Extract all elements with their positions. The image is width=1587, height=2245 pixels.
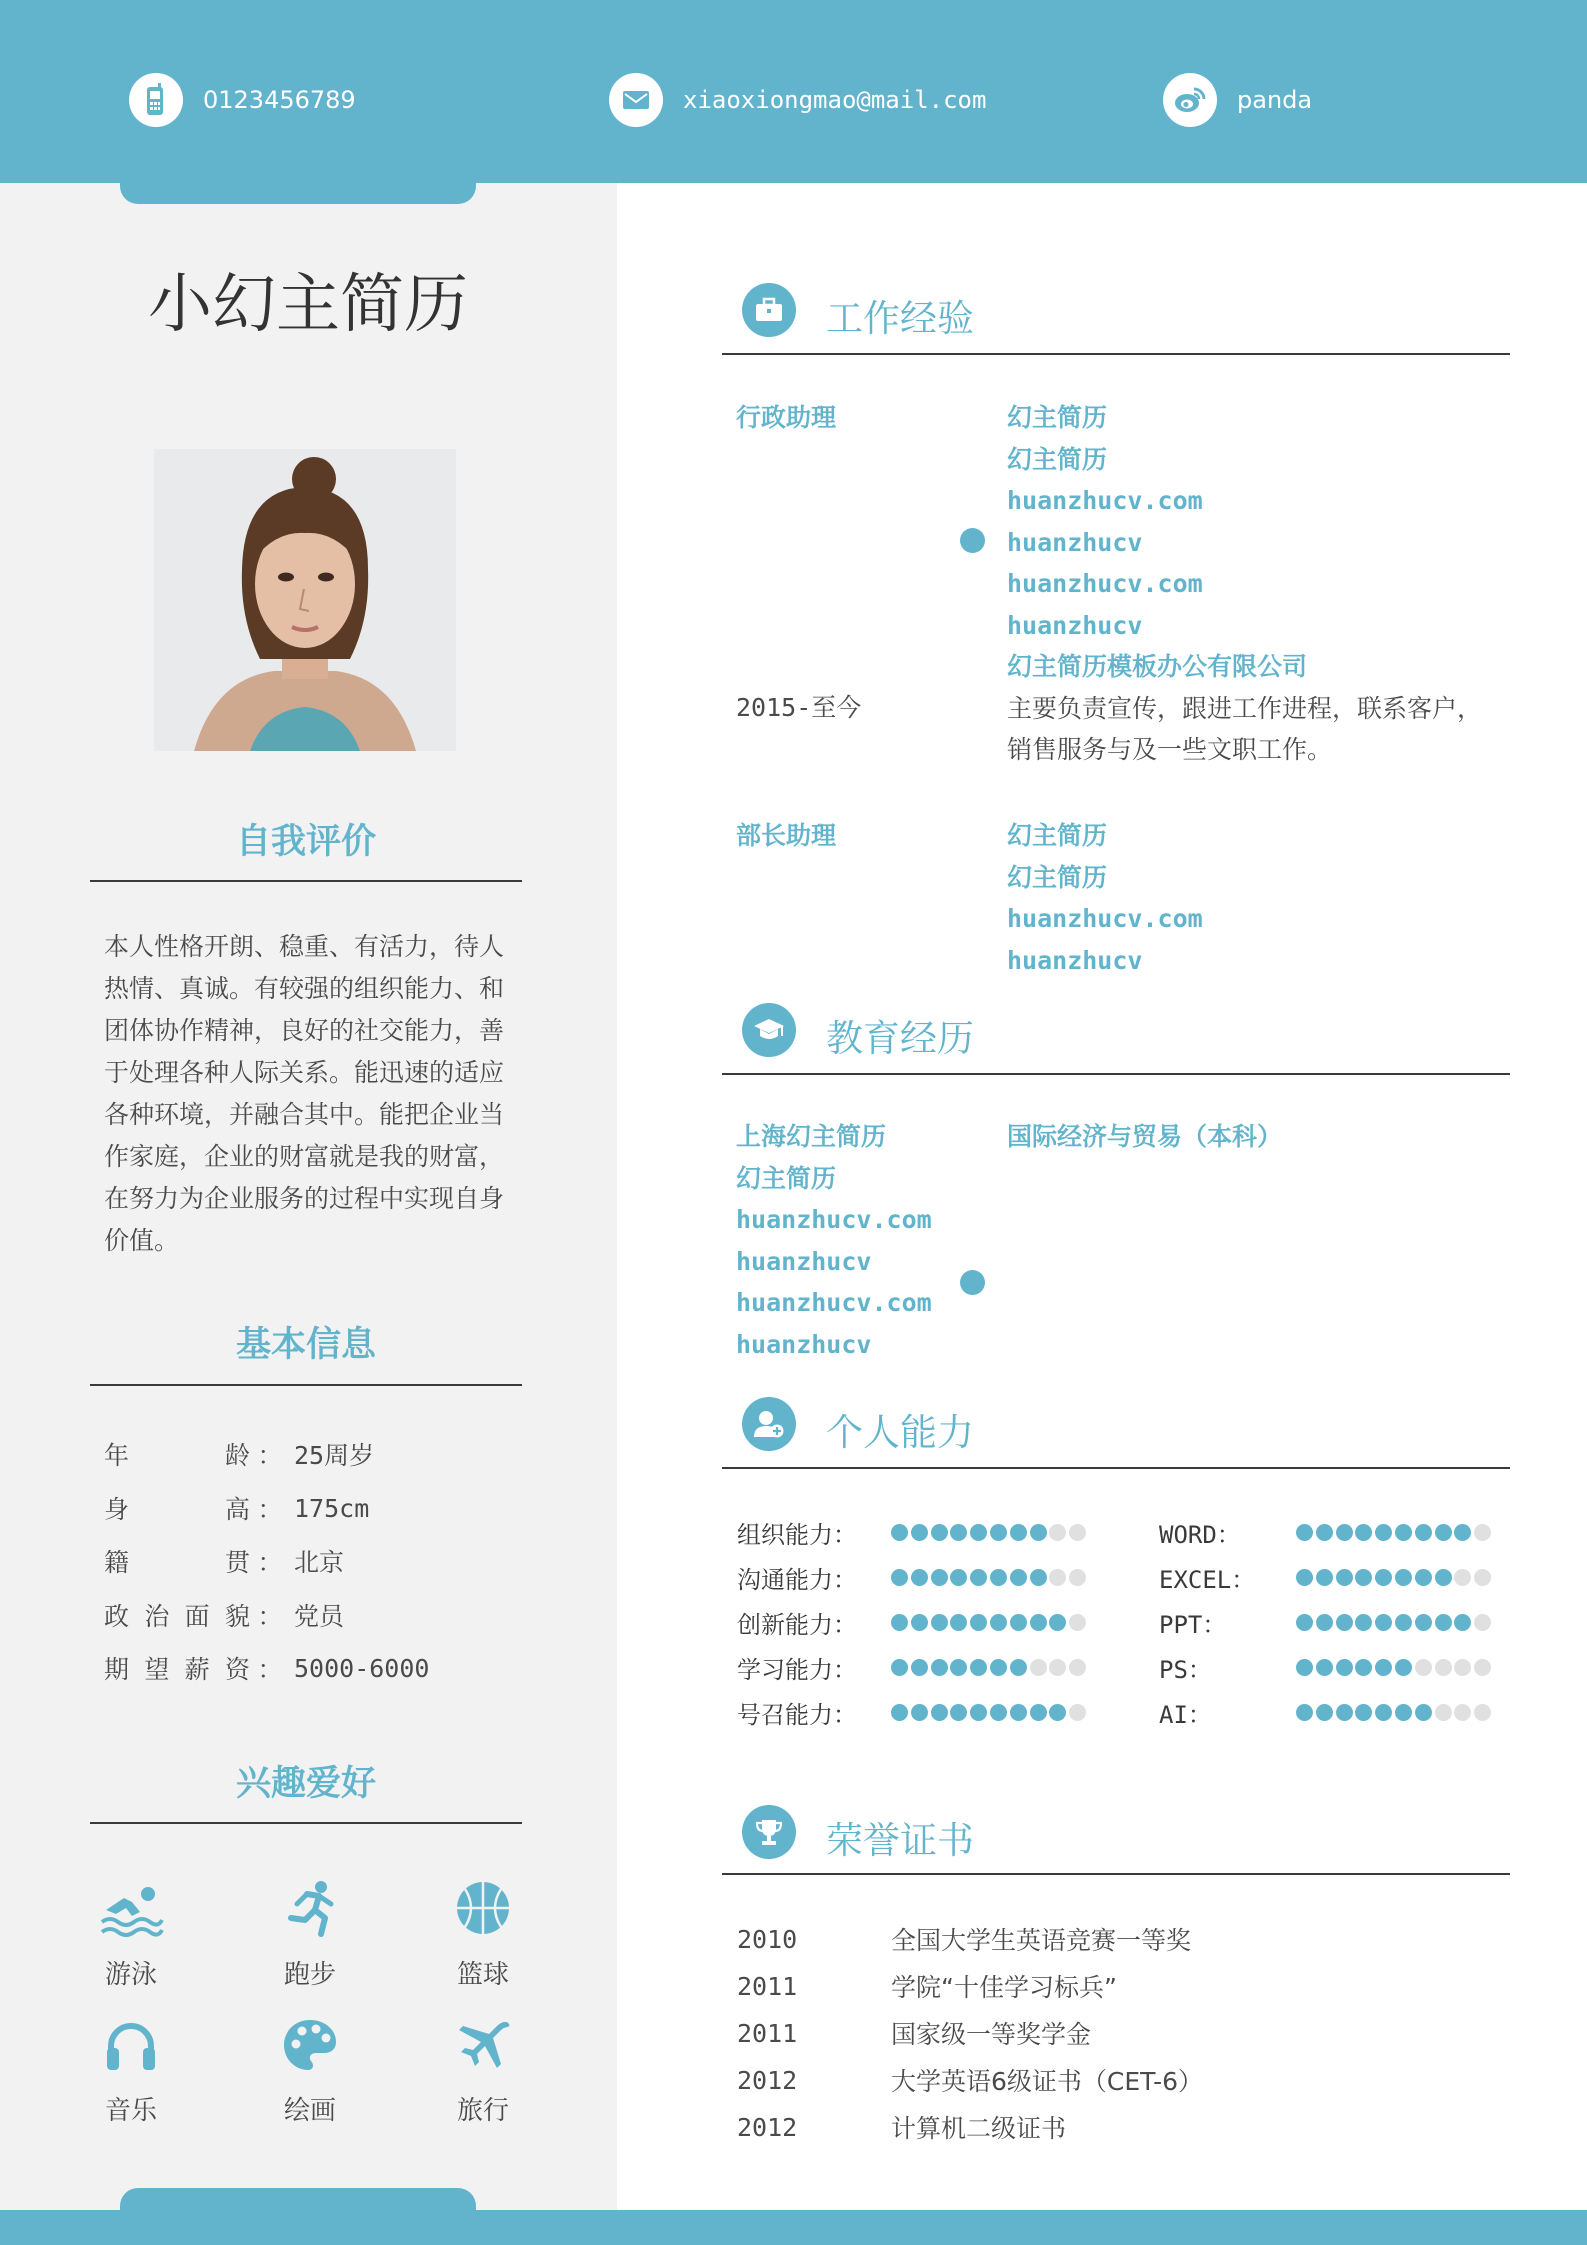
honor-row	[737, 2105, 1066, 2149]
rating-dot-empty	[1069, 1569, 1086, 1586]
rating-dot-filled	[1296, 1659, 1313, 1676]
skill-row	[737, 1694, 1089, 1730]
honor-title: 全国大学生英语竞赛一等奖	[891, 1926, 1192, 1955]
rating-dot-empty	[1069, 1614, 1086, 1631]
rating-dot-empty	[1069, 1704, 1086, 1721]
timeline-dot	[960, 528, 985, 553]
hobby-item-travel	[423, 2018, 543, 2127]
education-major: 国际经济与贸易（本科）	[1007, 1122, 1283, 1151]
hobby-item-run	[250, 1880, 370, 1991]
rating-dot-filled	[1336, 1659, 1353, 1676]
rating-dot-filled	[950, 1569, 967, 1586]
skill-rating	[891, 1614, 1089, 1631]
skill-rating	[1296, 1614, 1494, 1631]
rating-dot-filled	[970, 1524, 987, 1541]
skill-name: 沟通能力：	[737, 1565, 857, 1594]
honor-year: 2012	[737, 2065, 798, 2095]
hobby-label: 音乐	[104, 2096, 157, 2126]
rating-dot-filled	[1316, 1704, 1333, 1721]
rating-dot-filled	[990, 1569, 1007, 1586]
rating-dot-filled	[950, 1704, 967, 1721]
skill-name: 组织能力：	[737, 1520, 857, 1549]
decorative-tab-top	[120, 170, 476, 204]
skill-row	[737, 1649, 1089, 1685]
headphones-icon	[103, 2018, 159, 2072]
skill-row	[1159, 1694, 1494, 1730]
skill-rating	[891, 1659, 1089, 1676]
rating-dot-filled	[1415, 1569, 1432, 1586]
rating-dot-empty	[1474, 1524, 1491, 1541]
skill-rating	[1296, 1704, 1494, 1721]
rating-dot-filled	[1030, 1704, 1047, 1721]
info-value: 175cm	[294, 1493, 370, 1523]
rating-dot-empty	[1049, 1659, 1066, 1676]
honor-year: 2011	[737, 2018, 798, 2048]
skill-row	[737, 1604, 1089, 1640]
job-details: 幻主简历 幻主简历 huanzhucv.com huanzhucv huanzhucv.com huanzhucv 幻主简历模板办公有限公司 主要负责宣传，跟进工作进程，联系客户， 销售服务与及一些文职工作。	[1007, 403, 1483, 764]
rating-dot-empty	[1049, 1524, 1066, 1541]
honor-row	[737, 2058, 1203, 2102]
rating-dot-filled	[1415, 1614, 1432, 1631]
rating-dot-filled	[1010, 1569, 1027, 1586]
hobby-item-painting	[250, 2018, 370, 2127]
rating-dot-filled	[1030, 1524, 1047, 1541]
rating-dot-filled	[1395, 1524, 1412, 1541]
rating-dot-filled	[1316, 1569, 1333, 1586]
rating-dot-filled	[931, 1524, 948, 1541]
hobby-item-music	[71, 2018, 191, 2127]
info-colon: ：	[257, 1602, 283, 1631]
rating-dot-filled	[950, 1659, 967, 1676]
rating-dot-filled	[1435, 1569, 1452, 1586]
palette-icon	[282, 2018, 338, 2072]
rating-dot-filled	[1454, 1524, 1471, 1541]
rating-dot-filled	[1010, 1659, 1027, 1676]
rating-dot-filled	[1355, 1704, 1372, 1721]
rating-dot-filled	[931, 1704, 948, 1721]
rating-dot-filled	[1435, 1614, 1452, 1631]
rating-dot-empty	[1069, 1524, 1086, 1541]
rating-dot-filled	[1355, 1659, 1372, 1676]
rating-dot-filled	[1355, 1569, 1372, 1586]
divider	[722, 353, 1510, 355]
weibo-handle: panda	[1237, 86, 1313, 114]
email-address: xiaoxiongmao@mail.com	[683, 86, 987, 114]
rating-dot-empty	[1435, 1704, 1452, 1721]
rating-dot-filled	[1375, 1614, 1392, 1631]
swim-icon	[100, 1880, 162, 1936]
rating-dot-filled	[1355, 1614, 1372, 1631]
hobby-label: 跑步	[283, 1960, 336, 1990]
rating-dot-filled	[1415, 1704, 1432, 1721]
rating-dot-filled	[1336, 1569, 1353, 1586]
honor-row	[737, 1964, 1117, 2008]
divider	[90, 880, 522, 882]
skill-row	[737, 1514, 1089, 1550]
rating-dot-filled	[931, 1614, 948, 1631]
rating-dot-filled	[1375, 1569, 1392, 1586]
skill-rating	[891, 1569, 1089, 1586]
contact-email	[609, 72, 986, 128]
rating-dot-filled	[891, 1524, 908, 1541]
skill-rating	[891, 1704, 1089, 1721]
rating-dot-filled	[891, 1569, 908, 1586]
rating-dot-filled	[970, 1569, 987, 1586]
basic-info-row	[104, 1595, 344, 1635]
skill-name: 学习能力：	[737, 1655, 857, 1684]
rating-dot-empty	[1415, 1659, 1432, 1676]
skill-row	[1159, 1559, 1494, 1595]
skill-name: 号召能力：	[737, 1700, 857, 1729]
basketball-icon	[455, 1880, 511, 1936]
skill-rating	[891, 1524, 1089, 1541]
basic-info-row	[104, 1488, 369, 1528]
self-eval-heading: 自我评价	[235, 822, 376, 862]
basic-info-row	[104, 1648, 429, 1688]
rating-dot-empty	[1435, 1659, 1452, 1676]
trophy-icon	[742, 1805, 796, 1859]
rating-dot-filled	[1010, 1524, 1027, 1541]
footer-bar	[0, 2210, 1587, 2245]
skill-row	[1159, 1604, 1494, 1640]
rating-dot-filled	[1355, 1524, 1372, 1541]
rating-dot-filled	[1375, 1659, 1392, 1676]
divider	[90, 1822, 522, 1824]
skill-row	[1159, 1514, 1494, 1550]
basic-info-row	[104, 1541, 344, 1581]
skill-rating	[1296, 1569, 1494, 1586]
contact-phone	[129, 72, 356, 128]
rating-dot-filled	[911, 1524, 928, 1541]
info-key: 身 高	[104, 1495, 250, 1524]
honor-row	[737, 2011, 1091, 2055]
contact-weibo	[1163, 72, 1312, 128]
timeline-dot	[960, 1270, 985, 1295]
hobby-label: 绘画	[283, 2096, 336, 2126]
rating-dot-empty	[1454, 1659, 1471, 1676]
rating-dot-filled	[990, 1524, 1007, 1541]
basic-info-heading: 基本信息	[235, 1325, 376, 1365]
rating-dot-filled	[911, 1659, 928, 1676]
rating-dot-filled	[990, 1704, 1007, 1721]
rating-dot-empty	[1474, 1659, 1491, 1676]
rating-dot-filled	[1395, 1704, 1412, 1721]
rating-dot-filled	[931, 1569, 948, 1586]
hobby-label: 游泳	[104, 1960, 157, 1990]
rating-dot-filled	[1316, 1524, 1333, 1541]
resume-title: 小幻主简历	[148, 268, 468, 342]
skill-row	[737, 1559, 1089, 1595]
rating-dot-empty	[1454, 1569, 1471, 1586]
honor-year: 2012	[737, 2112, 798, 2142]
weibo-icon	[1163, 73, 1217, 127]
honor-year: 2011	[737, 1971, 798, 2001]
skill-name: WORD：	[1159, 1520, 1241, 1549]
honors-heading: 荣誉证书	[826, 1819, 974, 1862]
phone-icon	[129, 73, 183, 127]
rating-dot-filled	[911, 1569, 928, 1586]
user-plus-icon	[742, 1397, 796, 1451]
run-icon	[279, 1880, 341, 1936]
phone-number: 0123456789	[203, 86, 356, 114]
rating-dot-filled	[1030, 1569, 1047, 1586]
rating-dot-filled	[1395, 1569, 1412, 1586]
rating-dot-filled	[1030, 1614, 1047, 1631]
rating-dot-filled	[1336, 1704, 1353, 1721]
skill-name: AI：	[1159, 1700, 1212, 1729]
skill-name: 创新能力：	[737, 1610, 857, 1639]
basic-info-row	[104, 1434, 374, 1474]
mail-icon	[609, 73, 663, 127]
rating-dot-filled	[1375, 1704, 1392, 1721]
info-value: 5000-6000	[294, 1653, 430, 1683]
honor-title: 国家级一等奖学金	[891, 2020, 1092, 2049]
honor-title: 计算机二级证书	[891, 2114, 1067, 2143]
rating-dot-filled	[1316, 1659, 1333, 1676]
rating-dot-filled	[1316, 1614, 1333, 1631]
job-role: 行政助理	[736, 403, 837, 432]
info-colon: ：	[257, 1441, 283, 1470]
graduation-cap-icon	[742, 1003, 796, 1057]
rating-dot-filled	[911, 1614, 928, 1631]
info-key: 政 治 面 貌	[104, 1602, 250, 1631]
rating-dot-filled	[891, 1614, 908, 1631]
rating-dot-filled	[1296, 1524, 1313, 1541]
rating-dot-empty	[1474, 1704, 1491, 1721]
info-key: 期 望 薪 资	[104, 1655, 250, 1684]
rating-dot-filled	[950, 1614, 967, 1631]
rating-dot-empty	[1069, 1659, 1086, 1676]
rating-dot-filled	[1395, 1659, 1412, 1676]
job-details: 幻主简历 幻主简历 huanzhucv.com huanzhucv	[1007, 821, 1203, 975]
rating-dot-filled	[1010, 1614, 1027, 1631]
rating-dot-filled	[1395, 1614, 1412, 1631]
skill-rating	[1296, 1659, 1494, 1676]
honor-title: 学院“十佳学习标兵”	[891, 1973, 1117, 2002]
hobbies-heading: 兴趣爱好	[235, 1764, 376, 1804]
skill-rating	[1296, 1524, 1494, 1541]
rating-dot-empty	[1049, 1569, 1066, 1586]
plane-icon	[455, 2018, 511, 2072]
rating-dot-empty	[1474, 1569, 1491, 1586]
info-key: 籍 贯	[104, 1548, 250, 1577]
skills-heading: 个人能力	[826, 1411, 974, 1454]
divider	[90, 1384, 522, 1386]
info-key: 年 龄	[104, 1441, 250, 1470]
rating-dot-empty	[1030, 1659, 1047, 1676]
rating-dot-filled	[970, 1704, 987, 1721]
rating-dot-filled	[1296, 1569, 1313, 1586]
rating-dot-empty	[1454, 1704, 1471, 1721]
hobby-label: 篮球	[456, 1960, 509, 1990]
skill-name: PS：	[1159, 1655, 1212, 1684]
rating-dot-filled	[1296, 1614, 1313, 1631]
rating-dot-filled	[891, 1704, 908, 1721]
info-colon: ：	[257, 1655, 283, 1684]
info-value: 北京	[294, 1548, 345, 1577]
rating-dot-filled	[1336, 1524, 1353, 1541]
info-value: 党员	[294, 1602, 345, 1631]
rating-dot-filled	[1049, 1704, 1066, 1721]
rating-dot-filled	[1435, 1524, 1452, 1541]
honor-row	[737, 1917, 1191, 1961]
rating-dot-filled	[1415, 1524, 1432, 1541]
skill-row	[1159, 1649, 1494, 1685]
divider	[722, 1873, 1510, 1875]
rating-dot-filled	[1375, 1524, 1392, 1541]
job-role: 部长助理	[736, 821, 837, 850]
rating-dot-filled	[1454, 1614, 1471, 1631]
hobby-item-swim	[71, 1880, 191, 1991]
rating-dot-filled	[1010, 1704, 1027, 1721]
rating-dot-filled	[891, 1659, 908, 1676]
work-heading: 工作经验	[826, 297, 974, 340]
rating-dot-filled	[950, 1524, 967, 1541]
education-heading: 教育经历	[826, 1017, 974, 1060]
briefcase-icon	[742, 283, 796, 337]
rating-dot-filled	[1049, 1614, 1066, 1631]
info-value: 25周岁	[294, 1441, 375, 1470]
job-period: 2015-至今	[736, 693, 862, 722]
info-colon: ：	[257, 1495, 283, 1524]
rating-dot-filled	[911, 1704, 928, 1721]
rating-dot-filled	[970, 1659, 987, 1676]
hobby-item-basketball	[423, 1880, 543, 1991]
self-eval-text: 本人性格开朗、稳重、有活力，待人热情、真诚。有较强的组织能力、和团体协作精神，良好的社交能力，善于处理各种人际关系。能迅速的适应各种环境，并融合其中。能把企业当作家庭，企业的财富就是我的财富，在努力为企业服务的过程中实现自身价值。	[104, 932, 505, 1255]
skill-name: EXCEL：	[1159, 1565, 1256, 1594]
rating-dot-filled	[1336, 1614, 1353, 1631]
skill-name: PPT：	[1159, 1610, 1227, 1639]
school-details: 上海幻主简历 幻主简历 huanzhucv.com huanzhucv huanzhucv.com huanzhucv	[736, 1122, 932, 1359]
divider	[722, 1073, 1510, 1075]
rating-dot-empty	[1474, 1614, 1491, 1631]
rating-dot-filled	[990, 1659, 1007, 1676]
rating-dot-filled	[931, 1659, 948, 1676]
info-colon: ：	[257, 1548, 283, 1577]
avatar	[154, 449, 456, 751]
hobby-label: 旅行	[456, 2096, 509, 2126]
honor-year: 2010	[737, 1924, 798, 1954]
rating-dot-filled	[970, 1614, 987, 1631]
honor-title: 大学英语6级证书（CET-6）	[891, 2067, 1204, 2096]
rating-dot-filled	[990, 1614, 1007, 1631]
rating-dot-filled	[1296, 1704, 1313, 1721]
divider	[722, 1467, 1510, 1469]
